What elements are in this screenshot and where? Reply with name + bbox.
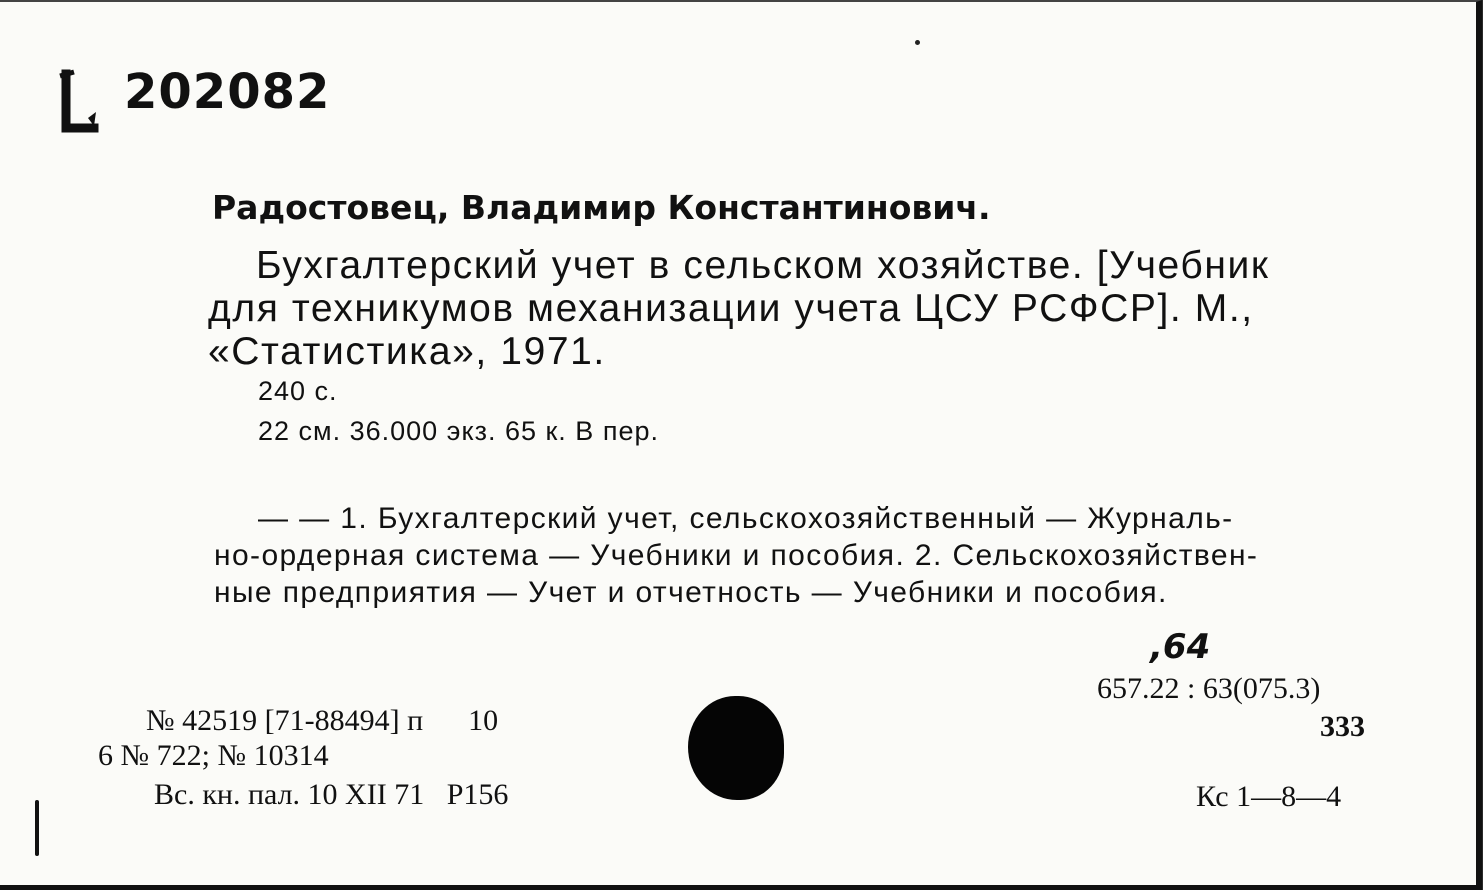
library-mark-icon [58, 68, 100, 136]
scan-speck [915, 40, 920, 45]
udc-index: 657.22 : 63(075.3) [1097, 672, 1321, 705]
title-line-2: для техникумов механизации учета ЦСУ РСФСР]. М., [208, 287, 1254, 330]
subject-line-3: ные предприятия — Учет и отчетность — Учебники и пособия. [214, 576, 1168, 609]
call-number: 202082 [124, 64, 331, 120]
kc-code: Кс 1—8—4 [1196, 780, 1342, 813]
record-line-3: Вс. кн. пал. 10 XII 71 Р156 [154, 778, 509, 811]
title-line-3: «Статистика», 1971. [208, 330, 606, 373]
record-line-1: № 42519 [71-88494] п 10 [146, 704, 499, 737]
punch-hole [688, 696, 784, 800]
edition-info: 22 см. 36.000 экз. 65 к. В пер. [258, 416, 659, 446]
handwritten-note: ,64 [1150, 627, 1211, 667]
subject-line-1: — — 1. Бухгалтерский учет, сельскохозяйственный — Журналь- [258, 502, 1234, 535]
margin-pen-stroke [35, 800, 39, 856]
author-heading: Радостовец, Владимир Константинович. [212, 188, 991, 227]
title-line-1: Бухгалтерский учет в сельском хозяйстве. [Учебник [256, 244, 1270, 287]
subject-line-2: но-ордерная система — Учебники и пособия. 2. Сельскохозяйствен- [214, 539, 1259, 572]
record-line-2: 6 № 722; № 10314 [98, 739, 329, 772]
cutter-number: 333 [1320, 710, 1365, 743]
page-count: 240 с. [258, 376, 338, 406]
